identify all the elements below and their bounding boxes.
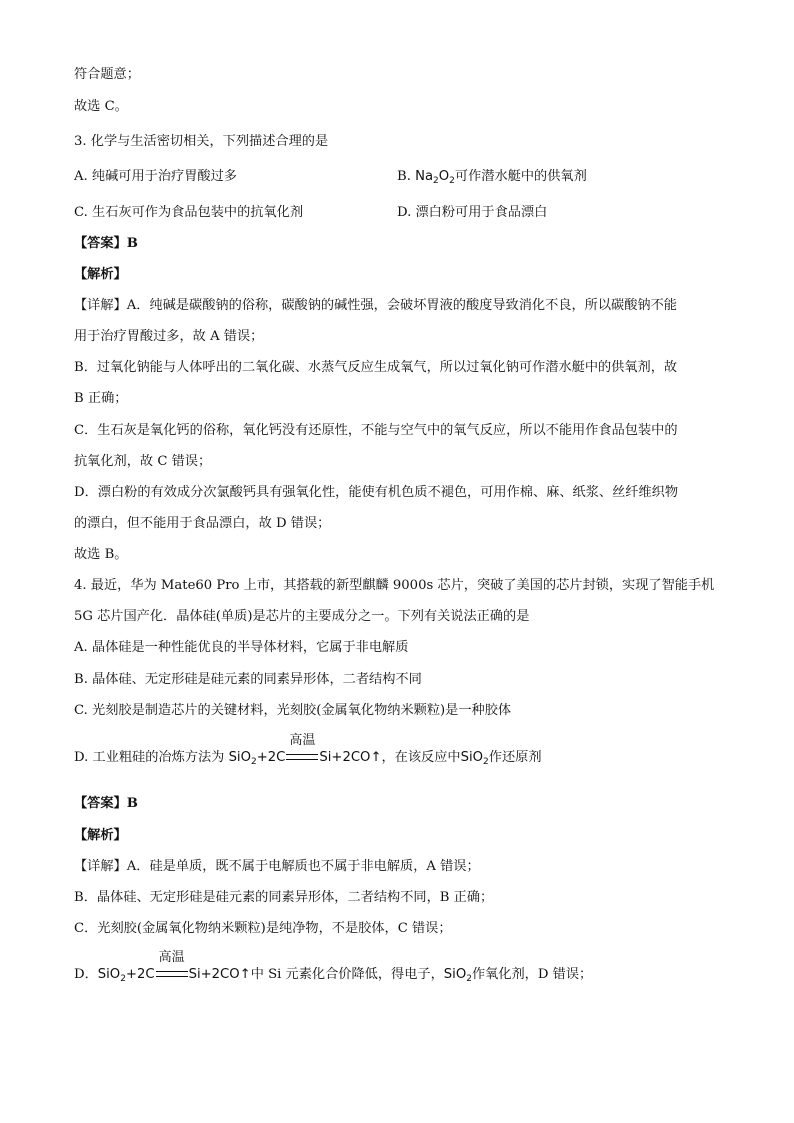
text-line: 符合题意； [74, 67, 140, 82]
question-4-stem: 5G 芯片国产化．晶体硅(单质)是芯片的主要成分之一。下列有关说法正确的是 [74, 609, 530, 624]
explanation-3-line: B．过氧化钠能与人体呼出的二氧化碳、水蒸气反应生成氧气，所以过氧化钠可作潜水艇中的供氧剂，故 [74, 360, 678, 375]
explanation-3-line: D．漂白粉的有效成分次氯酸钙具有强氧化性，能使有机色质不褪色，可用作棉、麻、纸浆、丝纤维织物 [74, 485, 679, 500]
explanation-3-line: B 正确； [74, 391, 128, 406]
formula-sio2: SiO$_2$ [460, 750, 489, 767]
option-4a: A. 晶体硅是一种性能优良的半导体材料，它属于非电解质 [74, 640, 409, 655]
answer-3: 【答案】B [74, 236, 138, 251]
explanation-4-line: B．晶体硅、无定形硅是硅元素的同素异形体，二者结构不同，B 正确； [74, 890, 494, 905]
option-3b: B. $Na_2O_2$可作潜水艇中的供氧剂 [397, 169, 587, 186]
question-4-stem: 4. 最近，华为 Mate60 Pro 上市，其搭载的新型麒麟 9000s 芯片，突破了美国的芯片封锁，实现了智能手机 [74, 578, 715, 593]
text-line: 故选 C。 [74, 99, 128, 114]
explanation-4-line: D．SiO$_2$+2C 高温 Si+2CO↑中 Si 元素化合价降低，得电子，SiO$_2$作氧化剂，D 错误； [74, 950, 593, 984]
reaction-arrow: 高温 [155, 966, 189, 984]
option-4d: D. 工业粗硅的冶炼方法为 SiO$_2$+2C 高温 Si+2CO↑，在该反应中SiO$_2$作还原剂 [74, 733, 542, 767]
explanation-3-line: 故选 B。 [74, 547, 128, 562]
explanation-3-line: 抗氧化剂，故 C 错误； [74, 454, 212, 469]
option-4c: C. 光刻胶是制造芯片的关键材料，光刻胶(金属氧化物纳米颗粒)是一种胶体 [74, 703, 512, 718]
option-3d: D. 漂白粉可用于食品漂白 [397, 205, 548, 220]
explanation-3-line: 用于治疗胃酸过多，故 A 错误； [74, 329, 264, 344]
formula-na2o2: $Na_2O_2$ [415, 169, 455, 186]
explanation-3-line: 【详解】A．纯碱是碳酸钠的俗称，碳酸钠的碱性强，会破坏胃液的酸度导致消化不良，所以碳酸钠不能 [74, 298, 677, 313]
option-3c: C. 生石灰可作为食品包装中的抗氧化剂 [74, 205, 304, 220]
explanation-4-line: C．光刻胶(金属氧化物纳米颗粒)是纯净物，不是胶体，C 错误； [74, 921, 452, 936]
explanation-4-line: 【详解】A．硅是单质，既不属于电解质也不属于非电解质，A 错误； [74, 859, 480, 874]
reaction-arrow: 高温 [285, 749, 319, 767]
answer-4: 【答案】B [74, 796, 138, 811]
option-4b: B. 晶体硅、无定形硅是硅元素的同素异形体，二者结构不同 [74, 672, 422, 687]
analysis-3-heading: 【解析】 [74, 267, 127, 282]
reaction-equation: SiO$_2$+2C 高温 Si+2CO↑ [228, 733, 382, 767]
analysis-4-heading: 【解析】 [74, 828, 127, 843]
reaction-equation: SiO$_2$+2C 高温 Si+2CO↑ [97, 950, 251, 984]
question-3-stem: 3. 化学与生活密切相关，下列描述合理的是 [74, 134, 329, 149]
explanation-3-line: 的漂白，但不能用于食品漂白，故 D 错误； [74, 516, 331, 531]
formula-sio2: SiO$_2$ [443, 967, 472, 984]
option-3a: A. 纯碱可用于治疗胃酸过多 [74, 169, 237, 184]
explanation-3-line: C．生石灰是氧化钙的俗称，氧化钙没有还原性，不能与空气中的氧气反应，所以不能用作食品包装中的 [74, 423, 678, 438]
